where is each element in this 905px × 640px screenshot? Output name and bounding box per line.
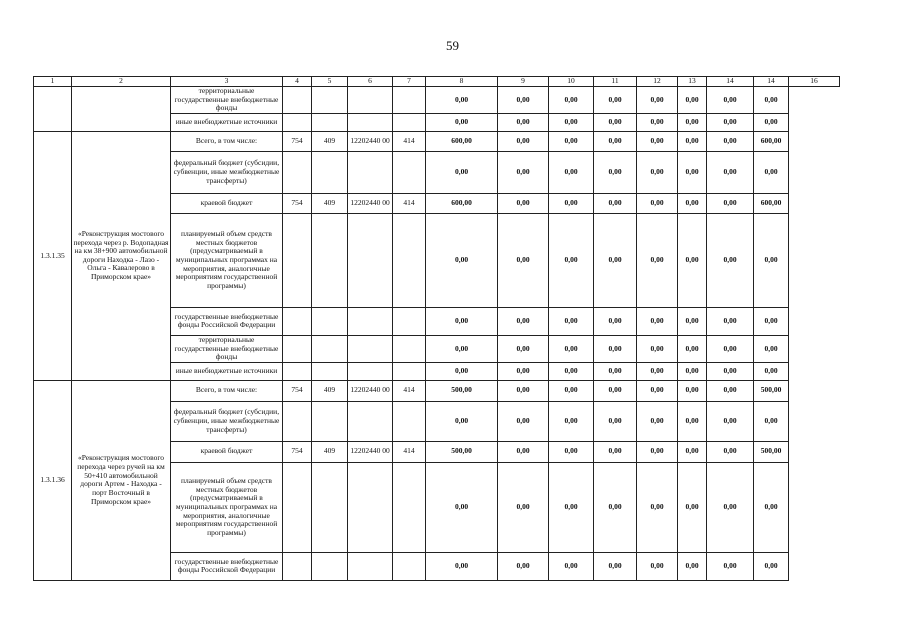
value-cell: 0,00 — [678, 131, 707, 151]
value-cell: 0,00 — [498, 380, 549, 401]
item-name: «Реконструкция мостового перехода через р. Водопадная на км 38+900 автомобильной дороги Находка - Лазо - Ольга - Кавалерово в Приморском крае» — [72, 131, 171, 380]
value-cell: 0,00 — [678, 462, 707, 552]
code-cell — [393, 362, 426, 380]
column-header: 12 — [637, 77, 678, 87]
value-cell: 0,00 — [426, 335, 498, 362]
value-cell: 0,00 — [426, 462, 498, 552]
value-cell: 0,00 — [678, 113, 707, 131]
code-cell: 414 — [393, 131, 426, 151]
item-id: 1.3.1.35 — [34, 131, 72, 380]
source-cell: Всего, в том числе: — [171, 380, 283, 401]
value-cell: 0,00 — [637, 380, 678, 401]
code-cell — [393, 462, 426, 552]
value-cell: 0,00 — [754, 401, 789, 441]
value-cell: 0,00 — [754, 87, 789, 114]
table-row — [34, 380, 840, 401]
value-cell: 0,00 — [426, 552, 498, 580]
value-cell: 0,00 — [707, 213, 754, 307]
code-cell — [393, 113, 426, 131]
value-cell: 0,00 — [637, 362, 678, 380]
code-cell: 409 — [312, 441, 348, 462]
code-cell — [348, 213, 393, 307]
code-cell — [312, 462, 348, 552]
value-cell: 0,00 — [707, 193, 754, 213]
code-cell: 409 — [312, 193, 348, 213]
value-cell: 0,00 — [498, 552, 549, 580]
value-cell: 0,00 — [426, 362, 498, 380]
value-cell: 0,00 — [498, 462, 549, 552]
code-cell — [283, 87, 312, 114]
code-cell — [283, 552, 312, 580]
code-cell: 12202440 00 — [348, 441, 393, 462]
value-cell: 0,00 — [594, 401, 637, 441]
code-cell — [393, 87, 426, 114]
value-cell: 0,00 — [594, 362, 637, 380]
value-cell: 500,00 — [754, 380, 789, 401]
code-cell — [393, 151, 426, 193]
source-cell: краевой бюджет — [171, 441, 283, 462]
column-header: 2 — [72, 77, 171, 87]
code-cell — [393, 401, 426, 441]
value-cell: 0,00 — [594, 307, 637, 335]
code-cell — [348, 462, 393, 552]
value-cell: 0,00 — [549, 113, 594, 131]
column-header: 8 — [426, 77, 498, 87]
value-cell: 0,00 — [707, 335, 754, 362]
value-cell: 0,00 — [707, 113, 754, 131]
value-cell: 0,00 — [707, 401, 754, 441]
value-cell: 0,00 — [754, 307, 789, 335]
code-cell — [348, 307, 393, 335]
code-cell: 12202440 00 — [348, 380, 393, 401]
value-cell: 0,00 — [426, 307, 498, 335]
value-cell: 600,00 — [754, 131, 789, 151]
code-cell — [312, 307, 348, 335]
value-cell: 0,00 — [707, 307, 754, 335]
value-cell: 0,00 — [707, 151, 754, 193]
value-cell: 0,00 — [637, 113, 678, 131]
value-cell: 0,00 — [594, 213, 637, 307]
column-header: 6 — [348, 77, 393, 87]
column-header: 4 — [283, 77, 312, 87]
value-cell: 0,00 — [549, 552, 594, 580]
code-cell — [348, 362, 393, 380]
value-cell: 0,00 — [637, 193, 678, 213]
value-cell: 0,00 — [549, 380, 594, 401]
value-cell: 0,00 — [498, 113, 549, 131]
code-cell: 409 — [312, 131, 348, 151]
value-cell: 0,00 — [426, 151, 498, 193]
value-cell: 0,00 — [707, 362, 754, 380]
value-cell: 0,00 — [678, 552, 707, 580]
column-header: 16 — [789, 77, 840, 87]
source-cell: Всего, в том числе: — [171, 131, 283, 151]
code-cell — [312, 151, 348, 193]
column-header: 14 — [754, 77, 789, 87]
value-cell: 0,00 — [594, 113, 637, 131]
column-header: 10 — [549, 77, 594, 87]
value-cell: 0,00 — [498, 335, 549, 362]
value-cell: 0,00 — [498, 401, 549, 441]
code-cell — [312, 362, 348, 380]
value-cell: 0,00 — [707, 462, 754, 552]
column-header: 13 — [678, 77, 707, 87]
code-cell — [312, 552, 348, 580]
value-cell: 0,00 — [549, 441, 594, 462]
value-cell: 0,00 — [594, 87, 637, 114]
value-cell: 0,00 — [549, 151, 594, 193]
source-cell: иные внебюджетные источники — [171, 113, 283, 131]
header-row — [34, 77, 840, 87]
code-cell: 414 — [393, 441, 426, 462]
table-row — [34, 87, 840, 114]
code-cell — [283, 307, 312, 335]
value-cell: 0,00 — [707, 131, 754, 151]
value-cell: 0,00 — [498, 213, 549, 307]
value-cell: 0,00 — [594, 335, 637, 362]
value-cell: 0,00 — [754, 552, 789, 580]
code-cell: 12202440 00 — [348, 131, 393, 151]
code-cell — [312, 335, 348, 362]
column-header: 9 — [498, 77, 549, 87]
code-cell — [283, 401, 312, 441]
code-cell — [283, 113, 312, 131]
value-cell: 0,00 — [426, 87, 498, 114]
value-cell: 0,00 — [549, 362, 594, 380]
value-cell: 0,00 — [594, 380, 637, 401]
value-cell: 500,00 — [426, 441, 498, 462]
value-cell: 0,00 — [549, 307, 594, 335]
code-cell — [348, 401, 393, 441]
code-cell — [283, 462, 312, 552]
value-cell: 0,00 — [594, 462, 637, 552]
code-cell — [348, 87, 393, 114]
value-cell: 0,00 — [678, 441, 707, 462]
page-number: 59 — [446, 38, 459, 53]
value-cell: 500,00 — [754, 441, 789, 462]
value-cell: 0,00 — [549, 462, 594, 552]
source-cell: государственные внебюджетные фонды Российской Федерации — [171, 307, 283, 335]
budget-table — [33, 76, 840, 581]
value-cell: 0,00 — [637, 151, 678, 193]
source-cell: федеральный бюджет (субсидии, субвенции, иные межбюджетные трансферты) — [171, 151, 283, 193]
value-cell: 0,00 — [678, 213, 707, 307]
value-cell: 0,00 — [426, 113, 498, 131]
source-cell: государственные внебюджетные фонды Российской Федерации — [171, 552, 283, 580]
code-cell — [393, 213, 426, 307]
value-cell: 0,00 — [678, 401, 707, 441]
source-cell: федеральный бюджет (субсидии, субвенции, иные межбюджетные трансферты) — [171, 401, 283, 441]
value-cell: 0,00 — [637, 462, 678, 552]
code-cell: 12202440 00 — [348, 193, 393, 213]
value-cell: 0,00 — [549, 213, 594, 307]
code-cell: 409 — [312, 380, 348, 401]
code-cell: 754 — [283, 441, 312, 462]
source-cell: планируемый объем средств местных бюджетов (предусматриваемый в муниципальных программах на мероприятия, аналогичные мероприятиям государственной программы) — [171, 213, 283, 307]
value-cell: 500,00 — [426, 380, 498, 401]
table-row — [34, 131, 840, 151]
value-cell: 0,00 — [637, 335, 678, 362]
code-cell — [312, 401, 348, 441]
column-header: 1 — [34, 77, 72, 87]
code-cell — [283, 213, 312, 307]
value-cell: 0,00 — [594, 193, 637, 213]
code-cell: 414 — [393, 193, 426, 213]
value-cell: 0,00 — [678, 151, 707, 193]
value-cell: 0,00 — [678, 335, 707, 362]
code-cell — [283, 362, 312, 380]
value-cell: 0,00 — [678, 380, 707, 401]
value-cell: 0,00 — [498, 131, 549, 151]
value-cell: 600,00 — [426, 193, 498, 213]
value-cell: 0,00 — [498, 193, 549, 213]
value-cell: 0,00 — [594, 131, 637, 151]
column-header: 11 — [594, 77, 637, 87]
value-cell: 0,00 — [637, 131, 678, 151]
value-cell: 0,00 — [594, 151, 637, 193]
value-cell: 0,00 — [498, 307, 549, 335]
source-cell: краевой бюджет — [171, 193, 283, 213]
code-cell — [348, 113, 393, 131]
code-cell — [393, 335, 426, 362]
value-cell: 0,00 — [678, 87, 707, 114]
value-cell: 0,00 — [754, 362, 789, 380]
value-cell: 0,00 — [549, 401, 594, 441]
value-cell: 0,00 — [549, 87, 594, 114]
value-cell: 0,00 — [678, 193, 707, 213]
source-cell: иные внебюджетные источники — [171, 362, 283, 380]
value-cell: 0,00 — [707, 380, 754, 401]
value-cell: 0,00 — [754, 113, 789, 131]
code-cell — [283, 335, 312, 362]
value-cell: 0,00 — [637, 87, 678, 114]
source-cell: территориальные государственные внебюджетные фонды — [171, 87, 283, 114]
value-cell: 0,00 — [594, 441, 637, 462]
value-cell: 600,00 — [426, 131, 498, 151]
value-cell: 0,00 — [637, 441, 678, 462]
value-cell: 0,00 — [637, 401, 678, 441]
value-cell: 0,00 — [549, 335, 594, 362]
value-cell: 0,00 — [637, 552, 678, 580]
column-header: 14 — [707, 77, 754, 87]
value-cell: 0,00 — [594, 552, 637, 580]
value-cell: 0,00 — [637, 213, 678, 307]
id-cell — [34, 87, 72, 132]
value-cell: 0,00 — [754, 335, 789, 362]
item-id: 1.3.1.36 — [34, 380, 72, 580]
code-cell — [283, 151, 312, 193]
value-cell: 0,00 — [498, 87, 549, 114]
value-cell: 0,00 — [707, 552, 754, 580]
value-cell: 0,00 — [754, 462, 789, 552]
code-cell: 414 — [393, 380, 426, 401]
code-cell — [312, 113, 348, 131]
source-cell: планируемый объем средств местных бюджетов (предусматриваемый в муниципальных программах на мероприятия, аналогичные мероприятиям государственной программы) — [171, 462, 283, 552]
value-cell: 0,00 — [498, 362, 549, 380]
value-cell: 0,00 — [637, 307, 678, 335]
value-cell: 0,00 — [678, 307, 707, 335]
value-cell: 0,00 — [678, 362, 707, 380]
code-cell: 754 — [283, 193, 312, 213]
value-cell: 0,00 — [754, 151, 789, 193]
code-cell: 754 — [283, 380, 312, 401]
value-cell: 0,00 — [707, 87, 754, 114]
column-header: 7 — [393, 77, 426, 87]
code-cell — [348, 552, 393, 580]
code-cell — [348, 335, 393, 362]
name-cell — [72, 87, 171, 132]
source-cell: территориальные государственные внебюджетные фонды — [171, 335, 283, 362]
value-cell: 0,00 — [754, 213, 789, 307]
column-header: 5 — [312, 77, 348, 87]
code-cell — [393, 307, 426, 335]
value-cell: 0,00 — [498, 441, 549, 462]
code-cell — [348, 151, 393, 193]
value-cell: 0,00 — [549, 193, 594, 213]
code-cell: 754 — [283, 131, 312, 151]
value-cell: 0,00 — [426, 401, 498, 441]
code-cell — [312, 87, 348, 114]
code-cell — [393, 552, 426, 580]
code-cell — [312, 213, 348, 307]
value-cell: 0,00 — [498, 151, 549, 193]
value-cell: 0,00 — [426, 213, 498, 307]
column-header: 3 — [171, 77, 283, 87]
value-cell: 0,00 — [549, 131, 594, 151]
value-cell: 600,00 — [754, 193, 789, 213]
value-cell: 0,00 — [707, 441, 754, 462]
item-name: «Реконструкция мостового перехода через ручей на км 50+410 автомобильной дороги Артем - Находка - порт Восточный в Приморском крае» — [72, 380, 171, 580]
